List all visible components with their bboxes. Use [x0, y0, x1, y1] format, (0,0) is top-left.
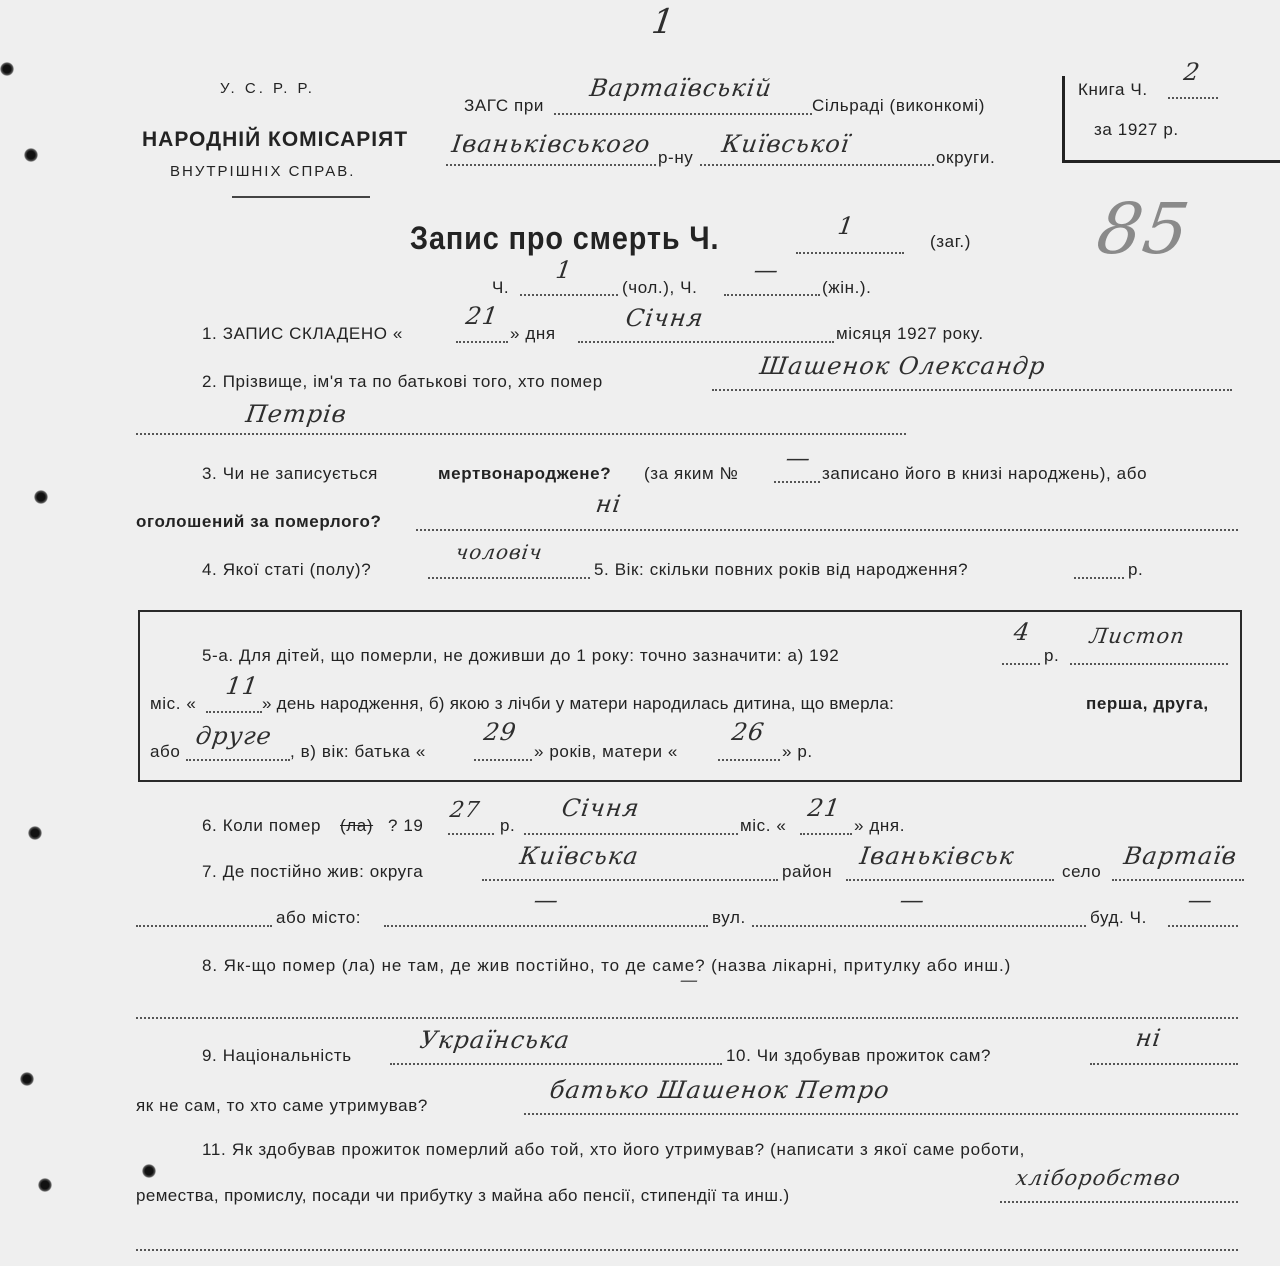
item7-rayon-label: район [782, 862, 833, 881]
item1-month-suffix: місяця 1927 року. [836, 324, 984, 343]
okruha-label: округи. [936, 148, 996, 167]
item3-registered-label: записано його в книзі народжень), або [822, 464, 1148, 483]
item7-rayon-handwritten: Іваньківськ [858, 842, 1017, 870]
item7-misto-label: або місто: [276, 908, 362, 927]
item11-label: 11. Як здобував прожиток померлий або той, хто його утримував? (написати з якої саме роботи, [202, 1140, 1026, 1159]
margin-number-handwritten: 85 [1092, 188, 1195, 270]
item5-unit: р. [1128, 560, 1144, 579]
item5a-order-line [186, 759, 290, 761]
item6-month-line [524, 833, 738, 835]
item7-okruha-handwritten: Київська [518, 842, 641, 870]
item2-continuation-line [136, 433, 906, 435]
male-count-label: (чол.), Ч. [622, 278, 698, 297]
punch-hole [142, 1164, 156, 1178]
item7-bud-line [1168, 925, 1238, 927]
item1-month-handwritten: Січня [624, 304, 706, 332]
item7-bud-handwritten: — [1186, 886, 1215, 914]
item3-number-label: (за яким № [644, 464, 739, 483]
item5a-year-unit: р. [1044, 646, 1060, 665]
item7-vul-line [752, 925, 1086, 927]
book-number-line [1168, 97, 1218, 99]
item6-day-suffix: » дня. [854, 816, 906, 835]
item6-year-line [448, 833, 494, 835]
item10-supporter-handwritten: батько Шашенок Петро [548, 1076, 892, 1104]
zags-line [554, 113, 812, 115]
header-ussr: У. С. Р. Р. [220, 80, 315, 97]
rayon-label: р-ну [658, 148, 694, 167]
book-label: Книга Ч. [1078, 80, 1148, 99]
item4-label: 4. Якої статі (полу)? [202, 560, 372, 579]
item6-label: 6. Коли помер [202, 816, 322, 835]
item8-label: 8. Як-що помер (ла) не там, де жив постійно, то де саме? (назва лікарні, притулку або инш.) [202, 956, 1012, 975]
item5a-day-line [206, 711, 262, 713]
item9-label: 9. Національність [202, 1046, 352, 1065]
punch-hole [28, 826, 42, 840]
item9-answer-handwritten: Українська [418, 1026, 572, 1054]
okruha-handwritten: Київської [720, 130, 852, 158]
item1-month-line [578, 341, 834, 343]
item6-month-label: міс. « [740, 816, 787, 835]
item7-label: 7. Де постійно жив: округа [202, 862, 424, 881]
book-number-handwritten: 2 [1182, 58, 1203, 86]
item7-okruha-line [482, 879, 778, 881]
item5a-order-handwritten: друге [194, 722, 274, 750]
item5a-or-label: або [150, 742, 181, 761]
item3-answer-handwritten: ні [594, 490, 624, 518]
item3-declared-dead: оголошений за померлого? [136, 512, 382, 531]
item10-answer-line [1090, 1063, 1238, 1065]
item6-year-unit: р. [500, 816, 516, 835]
item5a-father-line [474, 759, 532, 761]
item7-rayon-line [846, 879, 1054, 881]
item7-selo-label: село [1062, 862, 1102, 881]
item6-month-handwritten: Січня [560, 794, 642, 822]
book-year: за 1927 р. [1094, 120, 1179, 139]
punch-hole [20, 1072, 34, 1086]
okruha-line [700, 164, 934, 166]
item7-vul-handwritten: — [898, 886, 927, 914]
item8-answer-handwritten: — [678, 970, 701, 991]
item7-prefix-line [136, 925, 272, 927]
record-title: Запис про смерть Ч. [410, 220, 720, 256]
item1-day-suffix: » дня [510, 324, 556, 343]
item6-year-handwritten: 27 [448, 798, 482, 823]
page-number-mark: 1 [649, 2, 678, 42]
item5a-mother-label: » років, матери « [534, 742, 678, 761]
item10-supporter-label: як не сам, то хто саме утримував? [136, 1096, 428, 1115]
zags-prefix: ЗАГС при [464, 96, 545, 115]
female-count-line [724, 294, 820, 296]
item4-answer-line [428, 577, 590, 579]
item5a-mother-handwritten: 26 [730, 718, 767, 746]
item5-age-line [1074, 577, 1124, 579]
item7-misto-handwritten: — [532, 886, 561, 914]
item5a-month-line [1070, 663, 1228, 665]
item7-bud-label: буд. Ч. [1090, 908, 1147, 927]
item5a-year-handwritten: 4 [1012, 618, 1033, 646]
item5a-day-handwritten: 11 [224, 672, 261, 700]
item5a-mother-line [718, 759, 780, 761]
item5a-birth-order-label: » день народження, б) якою з лічби у матери народилась дитина, що вмерла: [262, 694, 895, 713]
item5-label: 5. Вік: скільки повних років від народження? [594, 560, 969, 579]
punch-hole [34, 490, 48, 504]
item11-label-continued: ремества, промислу, посади чи прибутку з майна або пенсії, стипендії та инш.) [136, 1186, 790, 1205]
item9-answer-line [390, 1063, 722, 1065]
item1-day-line [456, 341, 508, 343]
punch-hole [24, 148, 38, 162]
item5a-month-label: міс. « [150, 694, 197, 713]
zags-suffix: Сільраді (виконкомі) [812, 96, 986, 115]
zags-village-handwritten: Вартаївській [588, 74, 774, 102]
item2-label: 2. Прізвище, ім'я та по батькові того, хто помер [202, 372, 603, 391]
item11-answer-handwritten: хліборобство [1014, 1166, 1183, 1190]
male-count-handwritten: 1 [554, 256, 575, 284]
item5a-father-handwritten: 29 [482, 718, 519, 746]
female-count-handwritten: — [752, 256, 781, 284]
item3-answer-line [416, 529, 1238, 531]
item1-day-handwritten: 21 [464, 302, 501, 330]
item5a-mother-suffix: » р. [782, 742, 813, 761]
header-commissariat: НАРОДНІЙ КОМІСАРІЯТ [142, 128, 409, 151]
header-department: ВНУТРІШНІХ СПРАВ. [170, 163, 356, 180]
record-number-handwritten: 1 [836, 212, 857, 240]
item2-patronymic-handwritten: Петрів [244, 400, 349, 428]
item5a-month-handwritten: Листоп [1088, 624, 1187, 648]
rayon-line [446, 164, 656, 166]
count-label: Ч. [492, 278, 510, 297]
item5a-label: 5-а. Для дітей, що померли, не доживши до 1 року: точно зазначити: а) 192 [202, 646, 840, 665]
item5a-order-options: перша, друга, [1086, 694, 1209, 713]
item2-name-handwritten: Шашенок Олександр [758, 352, 1048, 380]
punch-hole [38, 1178, 52, 1192]
item6-struck-gender: (ла) [340, 816, 374, 835]
item6-year-prefix: ? 19 [388, 816, 424, 835]
item11-answer-line [1000, 1201, 1238, 1203]
item7-selo-line [1112, 879, 1244, 881]
item8-answer-line [136, 1017, 1238, 1019]
item3-number-line [774, 481, 820, 483]
item2-name-line [712, 389, 1232, 391]
item11-continuation-line [136, 1249, 1238, 1251]
punch-hole [0, 62, 14, 76]
item3-label: 3. Чи не записується [202, 464, 378, 483]
record-title-suffix: (заг.) [930, 232, 972, 251]
item6-day-handwritten: 21 [806, 794, 843, 822]
item10-supporter-line [524, 1113, 1238, 1115]
record-number-line [796, 252, 904, 254]
item10-label: 10. Чи здобував прожиток сам? [726, 1046, 992, 1065]
male-count-line [520, 294, 618, 296]
item4-answer-handwritten: чоловіч [454, 540, 545, 564]
item7-misto-line [384, 925, 708, 927]
rayon-handwritten: Іваньківського [450, 130, 653, 158]
item1-label: 1. ЗАПИС СКЛАДЕНО « [202, 324, 403, 343]
item7-selo-handwritten: Вартаїв [1122, 842, 1239, 870]
header-separator [232, 196, 370, 198]
item10-answer-handwritten: ні [1134, 1024, 1164, 1052]
item6-day-line [800, 833, 852, 835]
item3-number-handwritten: — [784, 444, 813, 472]
item5a-year-line [1002, 663, 1040, 665]
item7-vul-label: вул. [712, 908, 746, 927]
female-count-label: (жін.). [822, 278, 872, 297]
item5a-father-label: , в) вік: батька « [290, 742, 426, 761]
item3-stillborn: мертвонароджене? [438, 464, 612, 483]
